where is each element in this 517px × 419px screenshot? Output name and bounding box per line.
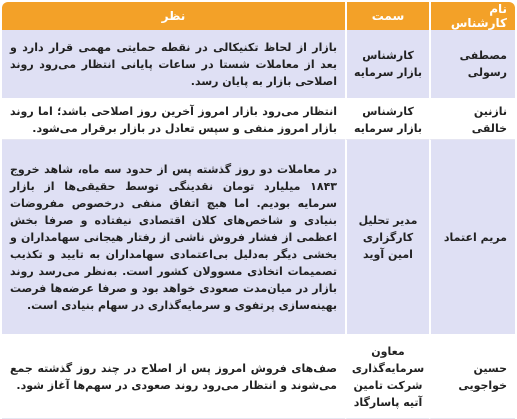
experts-opinion-table: [2, 2, 515, 419]
expert-position: معاون سرمایه‌گذاری شرکت تامین آتیه پاسارگاد: [345, 336, 429, 419]
header-opinion: نظر: [2, 2, 345, 30]
expert-name: مصطفی رسولی: [429, 30, 515, 100]
expert-name: حسین خواجویی: [429, 336, 515, 419]
table-row: [2, 30, 515, 100]
expert-name: مریم اعتماد: [429, 140, 515, 336]
expert-opinion: بازار از لحاظ تکنیکالی در نقطه حمایتی مهمی قرار دارد و بعد از معاملات شستا در ساعات پایانی انتظار می‌رود روند اصلاحی بازار به پایان رسد.: [2, 30, 345, 100]
expert-opinion: در معاملات دو روز گذشته پس از حدود سه ماه، شاهد خروج ۱۸۴۳ میلیارد تومان نقدینگی توسط حقیقی‌ها از بازار سرمایه بودیم. اما هیچ اتفاق منفی درخصوص مفروضات بنیادی و شاخص‌های کلان اقتصادی نیفتاده و صرفا بخش اعظمی از فشار فروش ناشی از رفتار هیجانی سهامداران و بخشی دیگر به‌دلیل بی‌اعتمادی سهامداران به تایید و تکذیب تصمیمات اتخاذی مسوولان کشور است. به‌نظر می‌رسد روند بازار در میان‌مدت صعودی خواهد بود و صرفا عرضه‌ها فرصت بهینه‌سازی پرتفوی و سرمایه‌گذاری در سهام بنیادی است.: [2, 140, 345, 336]
table-row: [2, 140, 515, 336]
header-expert-name: نام کارشناس: [429, 2, 515, 30]
expert-position: کارشناس بازار سرمایه: [345, 30, 429, 100]
header-position: سمت: [345, 2, 429, 30]
expert-opinion: انتظار می‌رود بازار امروز آخرین روز اصلاحی باشد؛ اما روند بازار امروز منفی و سپس تعادل در بازار برقرار می‌شود.: [2, 100, 345, 140]
table-row: [2, 336, 515, 419]
expert-position: مدیر تحلیل کارگزاری امین آوید: [345, 140, 429, 336]
expert-opinion: صف‌های فروش امروز پس از اصلاح در چند روز گذشته جمع می‌شوند و انتظار می‌رود روند صعودی در سهم‌ها آغاز شود.: [2, 336, 345, 419]
experts-opinion-table-container: [2, 2, 515, 415]
expert-name: نازنین خالقی: [429, 100, 515, 140]
expert-position: کارشناس بازار سرمایه: [345, 100, 429, 140]
table-header-row: [2, 2, 515, 30]
table-row: [2, 100, 515, 140]
